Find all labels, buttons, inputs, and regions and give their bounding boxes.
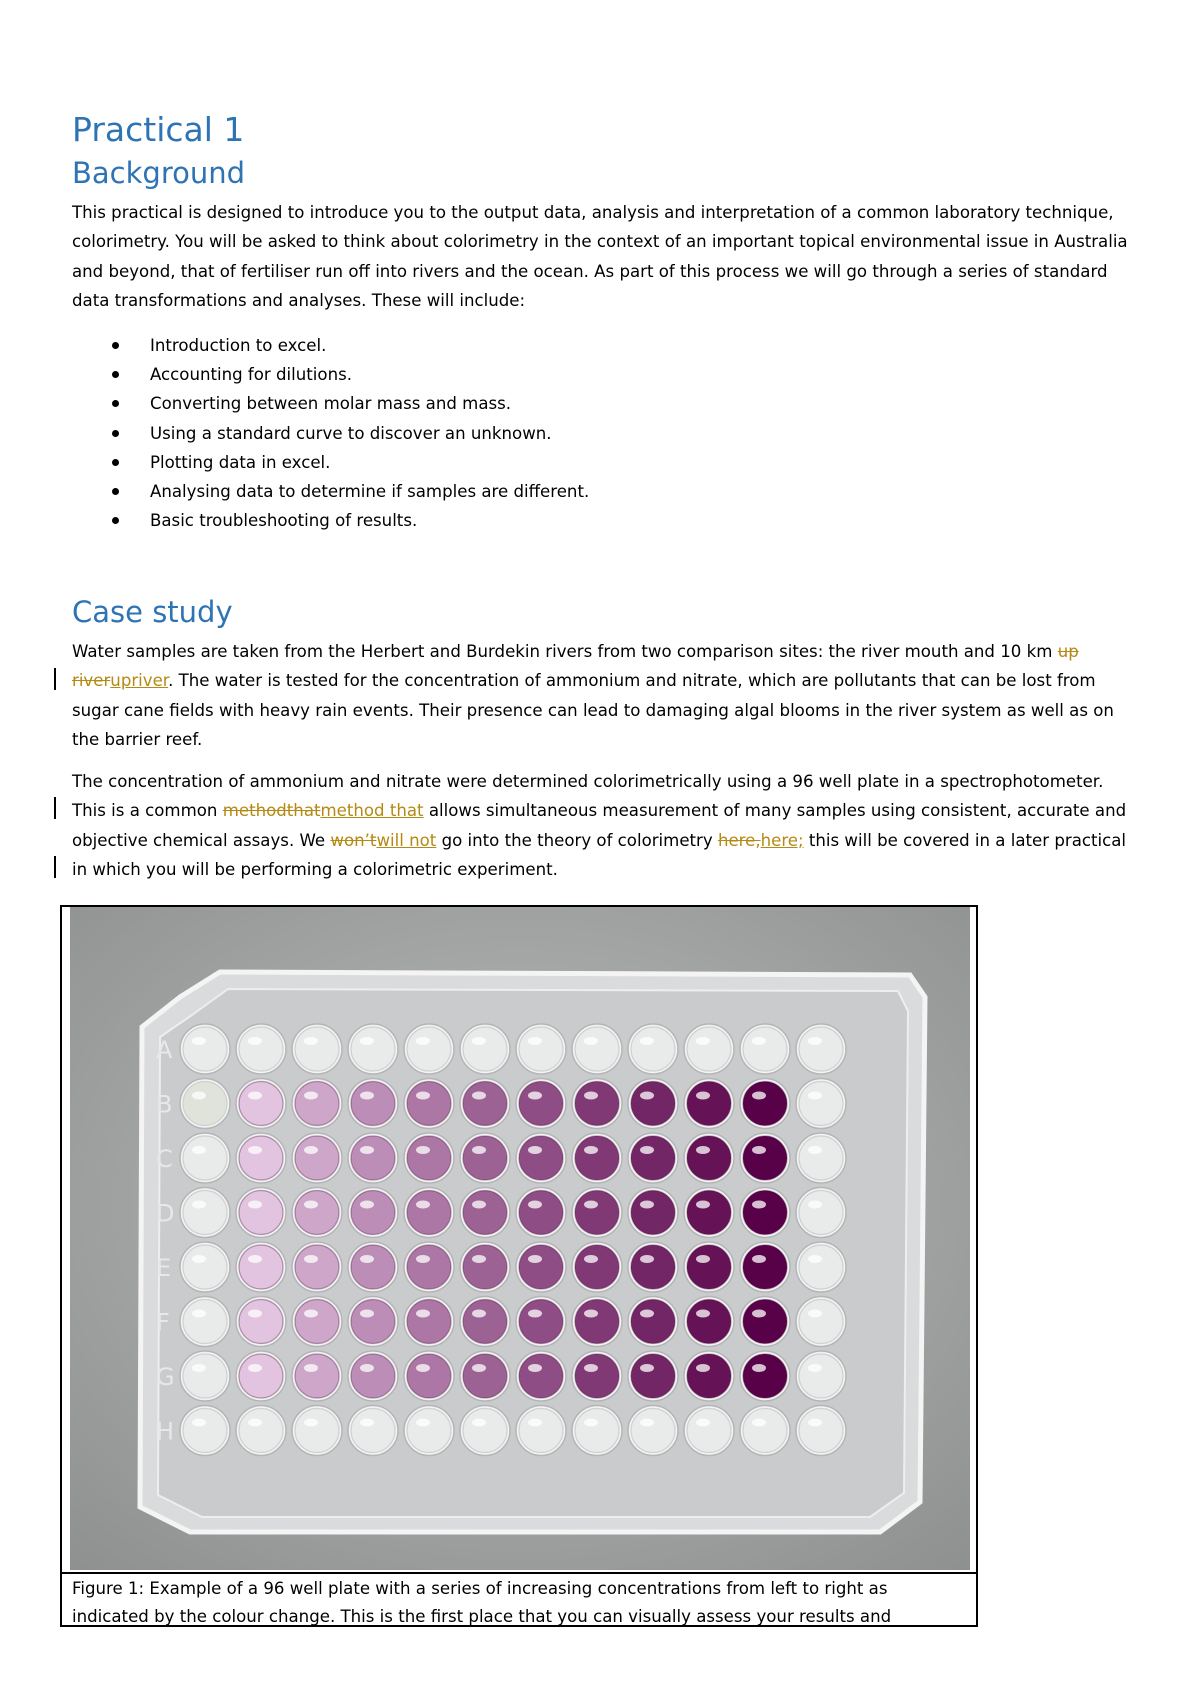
well-highlight: [472, 1310, 486, 1318]
well-highlight: [472, 1364, 486, 1372]
well: [183, 1082, 227, 1126]
well: [295, 1409, 339, 1453]
well: [295, 1191, 339, 1235]
well-highlight: [808, 1310, 822, 1318]
well-highlight: [640, 1255, 654, 1263]
well-highlight: [416, 1146, 430, 1154]
well: [631, 1300, 675, 1344]
well-highlight: [808, 1092, 822, 1100]
well-highlight: [304, 1255, 318, 1263]
well-highlight: [640, 1364, 654, 1372]
well: [575, 1300, 619, 1344]
well: [407, 1300, 451, 1344]
well-highlight: [304, 1092, 318, 1100]
well-highlight: [304, 1201, 318, 1209]
well: [743, 1027, 787, 1071]
well-highlight: [752, 1037, 766, 1045]
bullet-icon: [112, 459, 119, 466]
well: [519, 1245, 563, 1289]
bullet-icon: [112, 342, 119, 349]
case-study-paragraph-1: Water samples are taken from the Herbert and Burdekin rivers from two comparison sites: the river mouth and 10 km up riverupriver. The water is tested for the concentration of ammonium and nitrate, which are pollutants that can be lost from sugar cane fields with heavy rain events. Their presence can lead to damaging algal blooms in the river system as well as on the barrier reef.: [72, 642, 1114, 750]
well-highlight: [304, 1364, 318, 1372]
well-highlight: [304, 1037, 318, 1045]
well-highlight: [248, 1092, 262, 1100]
well-highlight: [584, 1364, 598, 1372]
well: [183, 1409, 227, 1453]
well: [295, 1136, 339, 1180]
well-highlight: [192, 1364, 206, 1372]
well-highlight: [416, 1364, 430, 1372]
well-highlight: [752, 1092, 766, 1100]
well-highlight: [472, 1255, 486, 1263]
well-highlight: [416, 1201, 430, 1209]
well: [687, 1354, 731, 1398]
well: [799, 1300, 843, 1344]
well-highlight: [304, 1419, 318, 1427]
well-highlight: [248, 1364, 262, 1372]
well-highlight: [416, 1037, 430, 1045]
well: [351, 1354, 395, 1398]
case-study-heading: Case study: [72, 595, 233, 629]
well-highlight: [528, 1092, 542, 1100]
well: [799, 1027, 843, 1071]
well: [575, 1245, 619, 1289]
well: [463, 1300, 507, 1344]
well: [631, 1136, 675, 1180]
well-highlight: [192, 1201, 206, 1209]
well: [575, 1191, 619, 1235]
well: [239, 1082, 283, 1126]
tracked-change-bar: [54, 856, 56, 878]
well-highlight: [304, 1146, 318, 1154]
well: [743, 1136, 787, 1180]
well-highlight: [416, 1310, 430, 1318]
well-highlight: [640, 1146, 654, 1154]
well: [687, 1191, 731, 1235]
well: [575, 1027, 619, 1071]
bullet-icon: [112, 488, 119, 495]
well: [743, 1245, 787, 1289]
list-item: Basic troubleshooting of results.: [72, 506, 589, 535]
well-highlight: [752, 1364, 766, 1372]
well: [183, 1354, 227, 1398]
well: [239, 1354, 283, 1398]
well: [183, 1136, 227, 1180]
tracked-insertion: method that: [320, 801, 424, 821]
well-highlight: [248, 1419, 262, 1427]
well-highlight: [584, 1255, 598, 1263]
well-highlight: [696, 1092, 710, 1100]
well-highlight: [808, 1364, 822, 1372]
well: [743, 1354, 787, 1398]
well-highlight: [696, 1364, 710, 1372]
well-plate-photo: [70, 907, 970, 1570]
row-label: C: [156, 1145, 173, 1173]
well-highlight: [360, 1419, 374, 1427]
well-highlight: [248, 1255, 262, 1263]
well-highlight: [528, 1255, 542, 1263]
well-highlight: [640, 1419, 654, 1427]
well-highlight: [584, 1146, 598, 1154]
well-highlight: [584, 1037, 598, 1045]
well: [183, 1245, 227, 1289]
figure-frame: [60, 905, 978, 1627]
well: [631, 1409, 675, 1453]
well: [463, 1191, 507, 1235]
well: [239, 1300, 283, 1344]
tracked-deletion: won’t: [330, 830, 377, 850]
well-highlight: [528, 1146, 542, 1154]
well: [351, 1136, 395, 1180]
well: [575, 1354, 619, 1398]
well-highlight: [472, 1201, 486, 1209]
well-highlight: [192, 1146, 206, 1154]
well: [351, 1409, 395, 1453]
well-highlight: [752, 1310, 766, 1318]
well: [183, 1300, 227, 1344]
well: [463, 1082, 507, 1126]
well-highlight: [360, 1364, 374, 1372]
well-highlight: [696, 1037, 710, 1045]
row-label: G: [156, 1363, 175, 1391]
well: [687, 1136, 731, 1180]
well-highlight: [248, 1201, 262, 1209]
well: [519, 1136, 563, 1180]
well: [519, 1082, 563, 1126]
well: [407, 1136, 451, 1180]
well-highlight: [416, 1255, 430, 1263]
tracked-deletion: up river: [72, 642, 1079, 691]
well-highlight: [640, 1037, 654, 1045]
list-item: Plotting data in excel.: [72, 448, 589, 477]
well: [687, 1409, 731, 1453]
row-label: E: [156, 1254, 172, 1282]
tracked-change-bar: [54, 668, 56, 690]
well: [519, 1191, 563, 1235]
case-study-paragraph-2: The concentration of ammonium and nitrate were determined colorimetrically using a 96 well plate in a spectrophotometer. This is a common methodthatmethod that allows simultaneous measurement of many samples using consistent, accurate and objective chemical assays. We won’twill not go into the theory of colorimetry here,here; this will be covered in a later practical in which you will be performing a colorimetric experiment.: [72, 772, 1127, 880]
well: [407, 1191, 451, 1235]
bullet-icon: [112, 400, 119, 407]
well: [239, 1409, 283, 1453]
tracked-deletion: here,: [717, 830, 761, 850]
well: [575, 1409, 619, 1453]
row-label: B: [156, 1090, 173, 1119]
well-highlight: [360, 1037, 374, 1045]
well-highlight: [472, 1146, 486, 1154]
well: [407, 1354, 451, 1398]
bullet-icon: [112, 430, 119, 437]
well: [295, 1245, 339, 1289]
well: [799, 1082, 843, 1126]
well-highlight: [584, 1092, 598, 1100]
well-highlight: [584, 1310, 598, 1318]
well-highlight: [640, 1092, 654, 1100]
well: [631, 1082, 675, 1126]
well-highlight: [696, 1310, 710, 1318]
well-highlight: [640, 1201, 654, 1209]
well: [519, 1409, 563, 1453]
well: [575, 1136, 619, 1180]
well-highlight: [528, 1364, 542, 1372]
tracked-insertion: upriver: [110, 671, 169, 691]
well-highlight: [472, 1419, 486, 1427]
well-highlight: [696, 1419, 710, 1427]
well-highlight: [752, 1255, 766, 1263]
row-label: D: [156, 1199, 175, 1228]
well-highlight: [360, 1201, 374, 1209]
well: [295, 1027, 339, 1071]
well: [799, 1409, 843, 1453]
well: [295, 1354, 339, 1398]
well-highlight: [360, 1092, 374, 1100]
well-highlight: [528, 1419, 542, 1427]
well: [351, 1191, 395, 1235]
background-heading: Background: [72, 156, 246, 190]
well: [743, 1300, 787, 1344]
well: [519, 1354, 563, 1398]
well: [407, 1245, 451, 1289]
topics-list: [72, 331, 589, 535]
tracked-insertion: will not: [376, 830, 437, 850]
well: [687, 1027, 731, 1071]
well: [183, 1027, 227, 1071]
well: [183, 1191, 227, 1235]
well-highlight: [248, 1037, 262, 1045]
well: [799, 1136, 843, 1180]
bullet-icon: [112, 517, 119, 524]
well: [631, 1354, 675, 1398]
well: [239, 1191, 283, 1235]
well-highlight: [808, 1419, 822, 1427]
row-label: H: [156, 1417, 175, 1446]
well: [351, 1027, 395, 1071]
well-highlight: [528, 1310, 542, 1318]
well-highlight: [192, 1037, 206, 1045]
well-highlight: [640, 1310, 654, 1318]
background-paragraph: This practical is designed to introduce you to the output data, analysis and interpretation of a common laboratory technique, colorimetry. You will be asked to think about colorimetry in the context of an important topical environmental issue in Australia and beyond, that of fertiliser run off into rivers and the ocean. As part of this process we will go through a series of standard data transformations and analyses. These will include:: [72, 203, 1128, 311]
well-highlight: [696, 1255, 710, 1263]
well: [351, 1300, 395, 1344]
well: [519, 1300, 563, 1344]
well: [799, 1191, 843, 1235]
document-title: Practical 1: [72, 110, 245, 149]
well-highlight: [696, 1201, 710, 1209]
well-highlight: [304, 1310, 318, 1318]
list-item: Analysing data to determine if samples are different.: [72, 477, 589, 506]
well-highlight: [808, 1201, 822, 1209]
well-highlight: [584, 1201, 598, 1209]
tracked-deletion: methodthat: [222, 801, 321, 821]
well-highlight: [360, 1310, 374, 1318]
well: [743, 1191, 787, 1235]
well-highlight: [472, 1037, 486, 1045]
well: [239, 1027, 283, 1071]
well: [799, 1245, 843, 1289]
list-item: Introduction to excel.: [72, 331, 589, 360]
well: [743, 1082, 787, 1126]
well-highlight: [192, 1310, 206, 1318]
well: [631, 1245, 675, 1289]
well: [519, 1027, 563, 1071]
figure-caption: Figure 1: Example of a 96 well plate with a series of increasing concentrations from left to right as indicated by the colour change. This is the first place that you can visually assess your results and: [62, 1572, 976, 1625]
well: [239, 1245, 283, 1289]
well-highlight: [416, 1419, 430, 1427]
well: [631, 1191, 675, 1235]
well-highlight: [248, 1310, 262, 1318]
well: [687, 1300, 731, 1344]
well-highlight: [696, 1146, 710, 1154]
tracked-insertion: here;: [760, 830, 804, 850]
well-highlight: [192, 1092, 206, 1100]
list-item: Using a standard curve to discover an unknown.: [72, 419, 589, 448]
well: [575, 1082, 619, 1126]
list-item: Converting between molar mass and mass.: [72, 389, 589, 418]
well-highlight: [192, 1419, 206, 1427]
well: [463, 1409, 507, 1453]
well: [687, 1082, 731, 1126]
well-highlight: [752, 1201, 766, 1209]
row-label: F: [156, 1308, 170, 1337]
bullet-icon: [112, 371, 119, 378]
well: [407, 1082, 451, 1126]
list-item: Accounting for dilutions.: [72, 360, 589, 389]
well-highlight: [472, 1092, 486, 1100]
well: [295, 1300, 339, 1344]
well: [239, 1136, 283, 1180]
well: [295, 1082, 339, 1126]
well: [743, 1409, 787, 1453]
well: [463, 1027, 507, 1071]
well: [631, 1027, 675, 1071]
well-highlight: [416, 1092, 430, 1100]
well: [463, 1354, 507, 1398]
well-highlight: [192, 1255, 206, 1263]
well: [351, 1245, 395, 1289]
well-highlight: [808, 1037, 822, 1045]
well-highlight: [360, 1146, 374, 1154]
well-highlight: [808, 1146, 822, 1154]
row-label: A: [156, 1036, 173, 1064]
well: [407, 1027, 451, 1071]
well-highlight: [752, 1146, 766, 1154]
well: [407, 1409, 451, 1453]
well-highlight: [752, 1419, 766, 1427]
well-highlight: [808, 1255, 822, 1263]
well-highlight: [584, 1419, 598, 1427]
well-highlight: [248, 1146, 262, 1154]
well-highlight: [528, 1201, 542, 1209]
well: [463, 1136, 507, 1180]
tracked-change-bar: [54, 797, 56, 819]
well: [687, 1245, 731, 1289]
well: [351, 1082, 395, 1126]
well: [463, 1245, 507, 1289]
well-highlight: [528, 1037, 542, 1045]
well-highlight: [360, 1255, 374, 1263]
well: [799, 1354, 843, 1398]
